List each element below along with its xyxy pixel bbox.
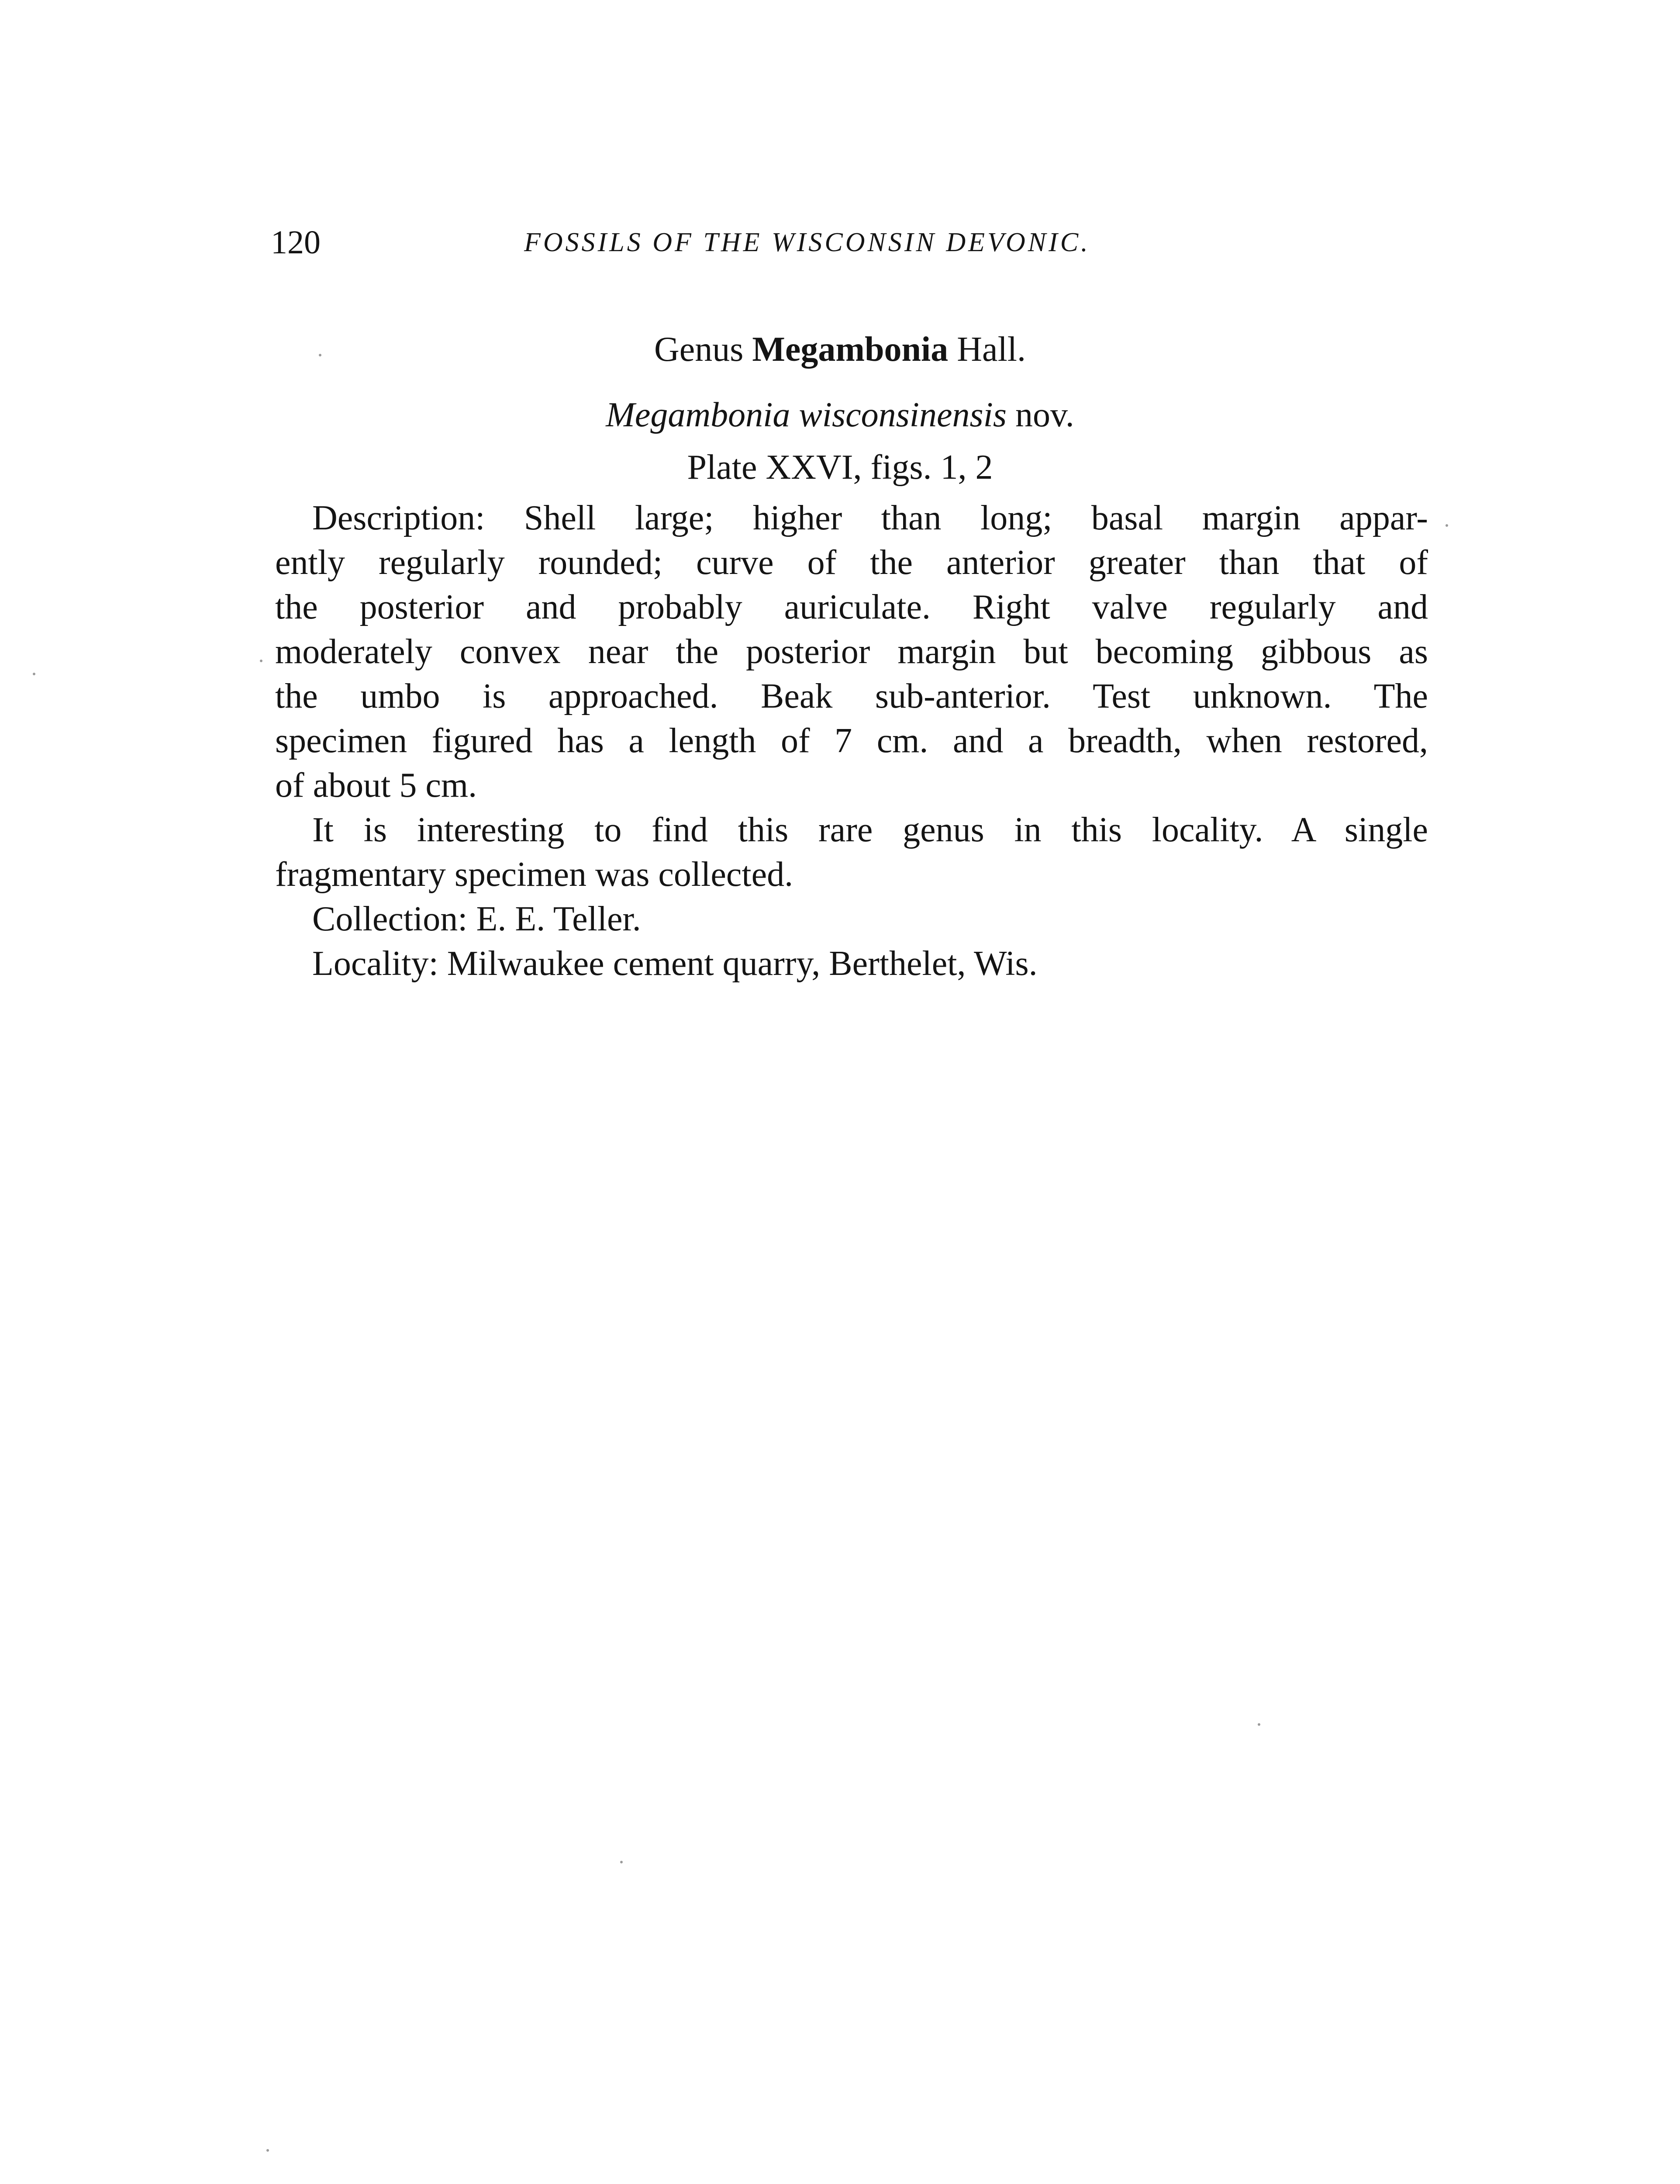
species-name: Megambonia wisconsinensis: [606, 396, 1007, 434]
remark-line: fragmentary specimen was collected.: [275, 855, 793, 894]
scan-speck: [620, 1861, 623, 1863]
body-text: [275, 496, 1428, 986]
genus-author: Hall.: [957, 330, 1026, 369]
scan-speck: [33, 673, 35, 675]
description-line: the posterior and probably auriculate. Right valve regularly and: [275, 588, 1428, 626]
description-line: the umbo is approached. Beak sub-anterior. Test unknown. The: [275, 677, 1428, 715]
scan-speck: [1445, 524, 1448, 527]
description-line: of about 5 cm.: [275, 766, 477, 805]
running-head: [271, 221, 1428, 264]
scan-speck: [266, 2149, 269, 2152]
page-number: 120: [271, 224, 321, 261]
running-title: FOSSILS OF THE WISCONSIN DEVONIC.: [524, 228, 1090, 257]
scan-speck: [1258, 1723, 1260, 1726]
description-paragraph: [275, 496, 1428, 808]
scan-speck: [319, 354, 321, 356]
remark-paragraph: [275, 808, 1428, 897]
description-line: ently regularly rounded; curve of the anterior greater than that of: [275, 543, 1428, 582]
scan-speck: [260, 660, 262, 662]
description-line: specimen figured has a length of 7 cm. and a breadth, when restored,: [275, 722, 1428, 760]
species-heading: [0, 391, 1680, 439]
plate-reference: Plate XXVI, figs. 1, 2: [687, 448, 993, 487]
genus-heading: [0, 325, 1680, 373]
collection-line: Collection: E. E. Teller.: [312, 900, 641, 938]
genus-prefix: Genus: [654, 330, 744, 369]
description-line: Description: Shell large; higher than long; basal margin appar-: [312, 499, 1428, 537]
description-line: moderately convex near the posterior margin but becoming gibbous as: [275, 632, 1428, 671]
genus-name: Megambonia: [752, 330, 949, 369]
species-suffix: nov.: [1015, 396, 1074, 434]
remark-line: It is interesting to find this rare genus in this locality. A single: [312, 811, 1428, 849]
locality-line: Locality: Milwaukee cement quarry, Berthelet, Wis.: [312, 944, 1038, 983]
